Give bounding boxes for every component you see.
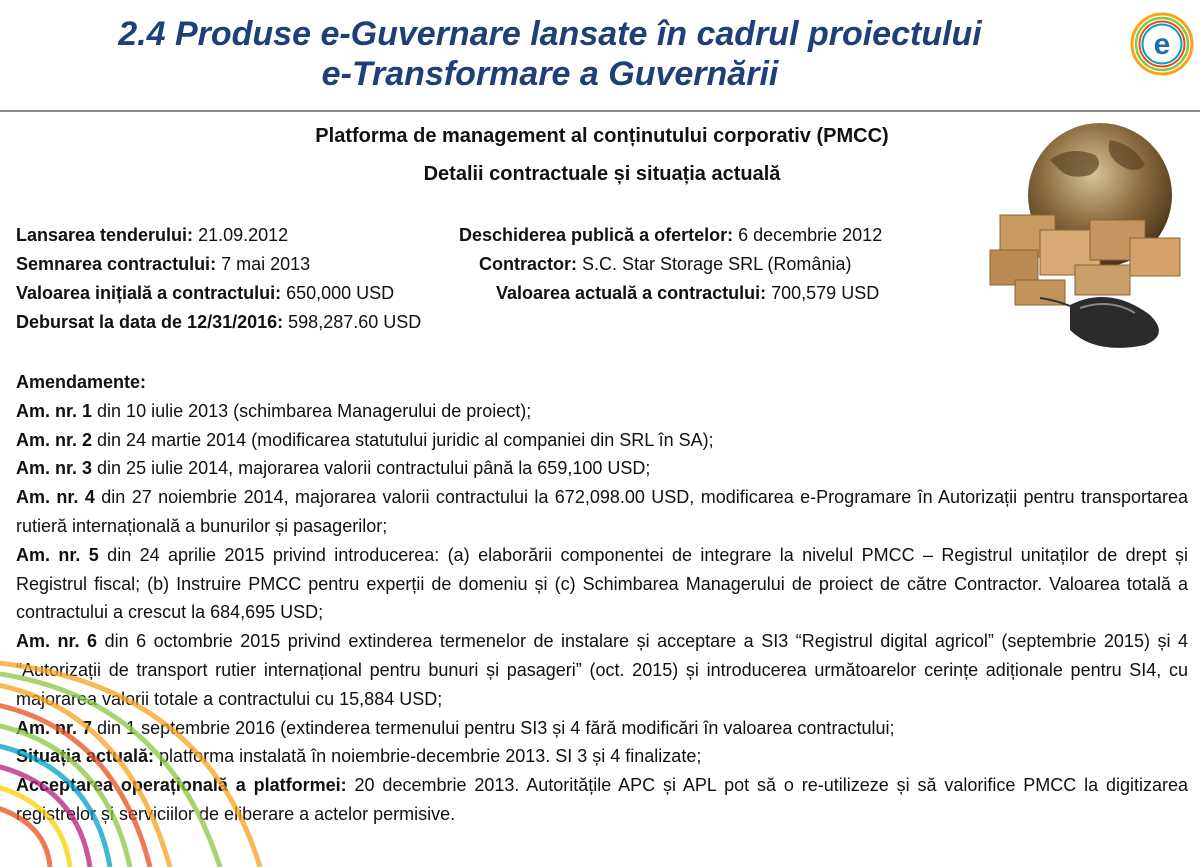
amendment-label: Am. nr. 5	[16, 544, 99, 565]
section-subtitle: Platforma de management al conținutului corporativ (PMCC)	[315, 125, 889, 147]
amendment-text: din 10 iulie 2013 (schimbarea Managerului de proiect);	[92, 400, 532, 421]
e-logo-letter: e	[1153, 28, 1171, 61]
title-divider	[0, 110, 1200, 112]
amendment-text: din 24 aprilie 2015 privind introducerea: (a) elaborării componentei de integrare la nivelul PMCC – Registrul unitaților de drept și Registrul fiscal; (b) Instruire PMCC pentru experții de domeniu și (c) Schimbarea Managerului de proiect de către Contractor. Valoarea totală a contractului a crescut la 684,695 USD;	[16, 544, 1188, 623]
disbursed-value: 598,287.60 USD	[288, 312, 422, 332]
current-value-value: 700,579 USD	[771, 283, 880, 303]
amendment-item	[16, 397, 1188, 426]
disbursed-label: Debursat la data de 12/31/2016:	[16, 312, 284, 332]
contract-signing-value: 7 mai 2013	[221, 254, 311, 274]
disbursed-amount	[16, 311, 421, 333]
amendment-label: Am. nr. 6	[16, 631, 98, 652]
amendment-label: Am. nr. 4	[16, 487, 95, 508]
amendment-text: din 25 iulie 2014, majorarea valorii contractului până la 659,100 USD;	[92, 458, 651, 479]
operational-acceptance-text: 20 decembrie 2013. Autoritățile APC și APL pot să o re-utilizeze și să valorifice PMCC la digitizarea registrelor și serviciilor de eliberare a actelor permisive.	[16, 775, 1188, 824]
section-subheading: Detalii contractuale și situația actuală	[423, 163, 781, 185]
amendment-label: Am. nr. 2	[16, 429, 93, 450]
amendment-label: Am. nr. 3	[16, 458, 93, 479]
contractor	[479, 253, 851, 275]
e-logo-icon	[1130, 12, 1194, 76]
initial-value-value: 650,000 USD	[286, 283, 395, 303]
amendments-section	[16, 368, 1188, 829]
amendment-text: din 6 octombrie 2015 privind extinderea termenelor de instalare și acceptare a SI3 “Registrul digital agricol” (septembrie 2015) și 4 “Autorizații de transport rutier internațional pentru bunuri și pasageri” (oct. 2015) și introducerea următoarelor cerințe adiționale pentru SI4, cu majorarea valorii totale a contractului cu 15,884 USD;	[16, 631, 1189, 709]
contract-signing-label: Semnarea contractului:	[16, 254, 217, 274]
current-status-text: platforma instalată în noiembrie-decembrie 2013. SI 3 și 4 finalizate;	[154, 746, 702, 767]
tender-launch	[16, 224, 288, 246]
operational-acceptance-label: Acceptarea operațională a platformei:	[16, 775, 347, 796]
amendment-item	[16, 541, 1188, 627]
amendment-label: Am. nr. 7	[16, 717, 93, 738]
amendment-label: Am. nr. 1	[16, 400, 93, 421]
public-opening-label: Deschiderea publică a ofertelor:	[459, 225, 734, 245]
amendment-item	[16, 454, 1188, 483]
globe-boxes-mouse-illustration	[980, 120, 1195, 360]
public-opening-value: 6 decembrie 2012	[738, 225, 883, 245]
amendment-text: din 1 septembrie 2016 (extinderea termenului pentru SI3 și 4 fără modificări în valoarea contractului;	[92, 717, 895, 738]
current-value-label: Valoarea actuală a contractului:	[496, 283, 767, 303]
public-opening	[459, 224, 882, 246]
page-title-line-2: e-Transformare a Guvernării	[321, 55, 779, 93]
tender-launch-label: Lansarea tenderului:	[16, 225, 194, 245]
amendment-item	[16, 426, 1188, 455]
contractor-label: Contractor:	[479, 254, 577, 274]
amendments-heading: Amendamente:	[16, 372, 147, 392]
current-contract-value	[496, 282, 879, 304]
contractor-value: S.C. Star Storage SRL (România)	[582, 254, 852, 274]
amendment-text: din 27 noiembrie 2014, majorarea valorii contractului la 672,098.00 USD, modificarea e-Programare în Autorizații pentru transportarea rutieră internațională a bunurilor și pasagerilor;	[16, 487, 1188, 536]
operational-acceptance	[16, 771, 1188, 829]
amendment-text: din 24 martie 2014 (modificarea statutului juridic al companiei din SRL în SA);	[92, 429, 714, 450]
amendment-item	[16, 627, 1188, 713]
initial-value-label: Valoarea inițială a contractului:	[16, 283, 282, 303]
tender-launch-value: 21.09.2012	[198, 225, 289, 245]
contract-signing	[16, 253, 310, 275]
amendment-item	[16, 483, 1188, 541]
page-title	[0, 14, 1100, 94]
amendment-item	[16, 714, 1188, 743]
initial-contract-value	[16, 282, 394, 304]
current-status	[16, 742, 1188, 771]
current-status-label: Situația actuală:	[16, 746, 155, 767]
page-title-line-1: 2.4 Produse e-Guvernare lansate în cadrul proiectului	[118, 15, 982, 53]
